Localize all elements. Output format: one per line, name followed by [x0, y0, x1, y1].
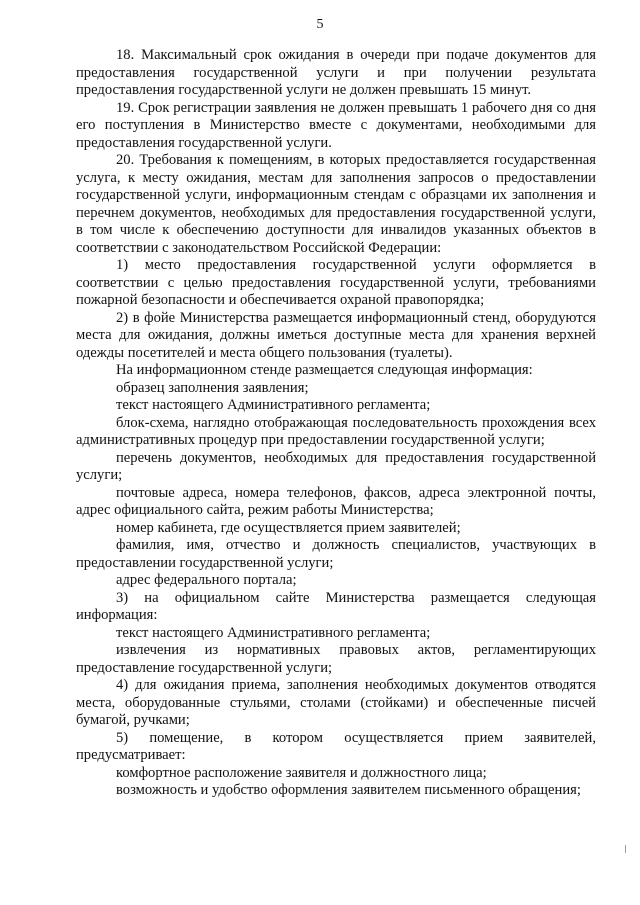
- list-item: почтовые адреса, номера телефонов, факсов, адреса электронной почты, адрес официального сайта, режим работы Министерства;: [76, 484, 596, 518]
- list-item: текст настоящего Административного регламента;: [116, 397, 431, 413]
- list-item: перечень документов, необходимых для предоставления государственной услуги;: [76, 449, 596, 483]
- stand-info-intro: На информационном стенде размещается следующая информация:: [116, 362, 533, 378]
- list-item: возможность и удобство оформления заявителем письменного обращения;: [116, 782, 581, 798]
- paragraph-20-item-2: 2) в фойе Министерства размещается информационный стенд, оборудуются места для ожидания, должны иметься доступные места для хранения верхней одежды посетителей и места общего пользования (туалеты).: [76, 309, 596, 361]
- paragraph-20-item-3: 3) на официальном сайте Министерства размещается следующая информация:: [76, 589, 596, 623]
- paragraph-20-item-1: 1) место предоставления государственной услуги оформляется в соответствии с целью предоставления государственной услуги, требованиями пожарной безопасности и обеспечивается охраной правопорядка;: [76, 257, 596, 308]
- page-number: 5: [316, 17, 324, 32]
- paragraph-20: 20. Требования к помещениям, в которых предоставляется государственная услуга, к месту ожидания, местам для заполнения запросов о предоставлении государственной услуги, информационным стендам с образцами их заполнения и перечнем документов, необходимых для предоставления государственной услуги, в том числе к обеспечению доступности для инвалидов указанных объектов в соответствии с законодательством Российской Федерации:: [76, 152, 596, 256]
- list-item: номер кабинета, где осуществляется прием заявителей;: [116, 519, 461, 536]
- list-item: комфортное расположение заявителя и должностного лица;: [116, 764, 487, 781]
- paragraph-20-item-5: 5) помещение, в котором осуществляется прием заявителей, предусматривает:: [76, 729, 596, 763]
- paragraph-19: 19. Срок регистрации заявления не должен превышать 1 рабочего дня со дня его поступления в Министерство вместе с документами, необходимыми для предоставления государственной услуги.: [76, 99, 596, 151]
- paragraph-18: 18. Максимальный срок ожидания в очереди при подаче документов для предоставления государственной услуги и при получении результата предоставления государственной услуги не должен превышать 15 минут.: [76, 47, 596, 98]
- document-body: [76, 47, 596, 800]
- list-item: текст настоящего Административного регламента;: [116, 624, 431, 641]
- list-item: извлечения из нормативных правовых актов, регламентирующих предоставление государственной услуги;: [76, 642, 596, 676]
- paragraph-20-item-4: 4) для ожидания приема, заполнения необходимых документов отводятся места, оборудованные стульями, столами (стойками) и обеспеченные писчей бумагой, ручками;: [76, 677, 596, 728]
- list-item: блок-схема, наглядно отображающая последовательность прохождения всех административных процедур при предоставлении государственной услуги;: [76, 414, 596, 448]
- list-item: фамилия, имя, отчество и должность специалистов, участвующих в предоставлении государственной услуги;: [76, 537, 596, 571]
- list-item: адрес федерального портала;: [116, 572, 297, 588]
- list-item: образец заполнения заявления;: [116, 379, 309, 396]
- scan-edge-mark: [625, 845, 626, 853]
